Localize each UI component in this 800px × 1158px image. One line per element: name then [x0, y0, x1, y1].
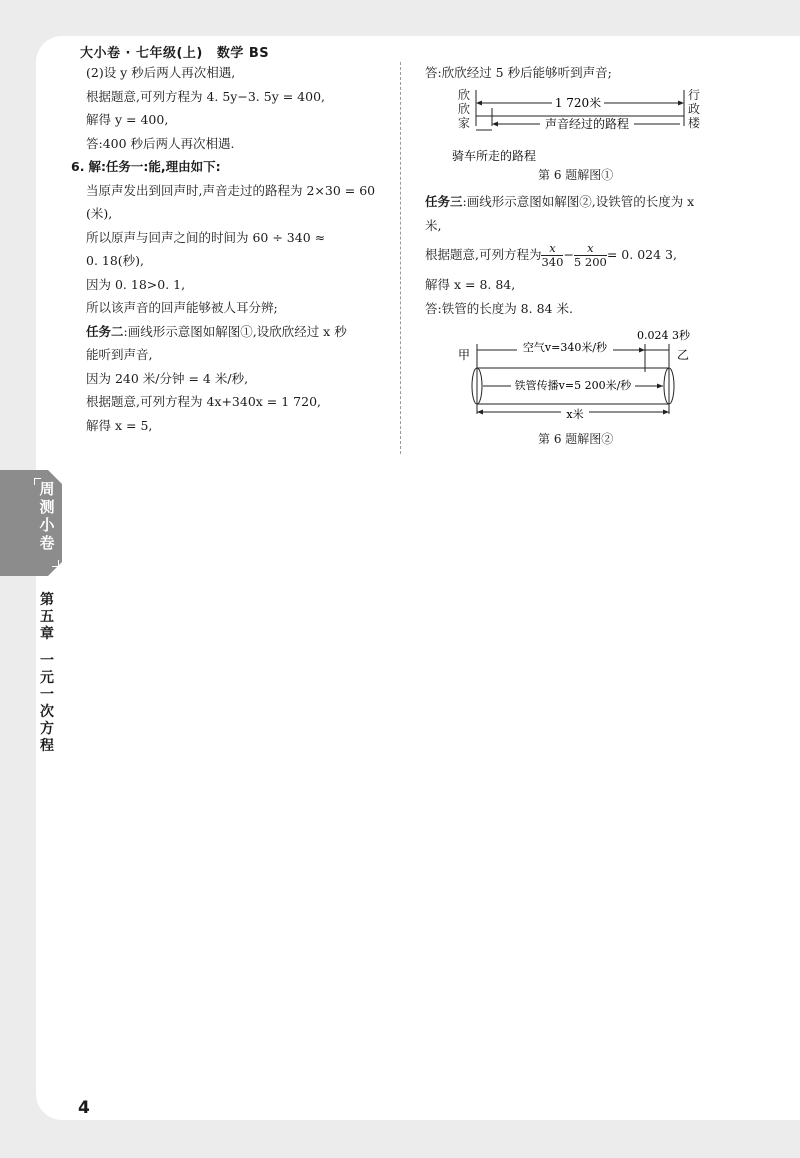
- fig1-bike-label: 骑车所走的路程: [452, 149, 537, 163]
- solution-line: 因为 240 米/分钟 = 4 米/秒,: [86, 370, 249, 386]
- solution-line: 因为 0. 18>0. 1,: [86, 276, 186, 292]
- question-6-heading: [71, 155, 392, 179]
- solution-line: 0. 18(秒),: [86, 253, 145, 268]
- fig1-left-label-2: 欣: [458, 102, 471, 116]
- fig2-right-label: 乙: [677, 348, 690, 362]
- solution-line: 能听到声音,: [86, 347, 153, 362]
- solution-line: (2)设 y 秒后两人再次相遇,: [86, 65, 236, 80]
- figure-2-diagram: [455, 326, 705, 426]
- subject-label: 数学 BS: [216, 46, 270, 61]
- fig2-air-label: 空气v=340米/秒: [522, 341, 608, 354]
- minus-sign: −: [563, 247, 574, 262]
- fraction-1-denominator: 340: [541, 255, 564, 269]
- fig1-right-label-1: 行: [688, 88, 701, 102]
- solution-line: 解得 x = 5,: [86, 417, 153, 433]
- fraction-1-numerator: x: [541, 242, 563, 256]
- book-title: 大小卷 · 七年级(上): [80, 46, 203, 61]
- fraction-1: [541, 242, 563, 269]
- solution-line: 当原声发出到回声时,声音走过的路程为 2×30 = 60: [86, 182, 376, 198]
- column-divider: [400, 62, 401, 454]
- right-column-body: [425, 190, 694, 320]
- fig2-arrow-steel: [657, 384, 663, 389]
- fig2-steel-label: 铁管传播v=5 200米/秒: [514, 379, 632, 392]
- fig2-time-label: 0.024 3秒: [637, 329, 690, 342]
- solution-line: 答:400 秒后两人再次相遇.: [86, 135, 235, 151]
- task2-line: [86, 320, 392, 344]
- fig1-right-label-3: 楼: [688, 116, 701, 130]
- fig1-arrow-right: [678, 101, 684, 106]
- solution-line: 根据题意,可列方程为 4x+340x = 1 720,: [86, 394, 322, 409]
- solution-line: 解得 y = 400,: [86, 112, 169, 127]
- fraction-2-denominator: 5 200: [573, 255, 607, 269]
- page-number: 4: [78, 1098, 90, 1118]
- task3-text: :画线形示意图如解图②,设铁管的长度为 x: [462, 194, 695, 209]
- task2-label: 任务二: [86, 323, 124, 339]
- task2-text: :画线形示意图如解图①,设欣欣经过 x 秒: [123, 323, 347, 339]
- answer-line: 答:欣欣经过 5 秒后能够听到声音;: [425, 65, 612, 80]
- fig1-distance-label: 1 720米: [554, 96, 602, 110]
- figure-2-caption: 第 6 题解图②: [538, 432, 614, 446]
- fig1-left-label-1: 欣: [458, 88, 471, 102]
- solution-line: 所以原声与回声之间的时间为 60 ÷ 340 ≈: [86, 229, 326, 245]
- fig2-left-label: 甲: [458, 348, 471, 362]
- page-header: [80, 42, 269, 61]
- fig2-arrow-length-r: [663, 410, 669, 415]
- equation-prefix: 根据题意,可列方程为: [425, 247, 542, 262]
- fig1-arrow-left: [476, 101, 482, 106]
- fig1-left-label-3: 家: [458, 116, 471, 130]
- question-number: 6.: [71, 159, 85, 174]
- task3-line: [425, 190, 694, 214]
- side-tab-label: 周 测 小 卷: [39, 480, 55, 552]
- fig1-arrow-sound: [492, 122, 498, 127]
- tab-bracket-bottom: [52, 560, 59, 567]
- right-column: [425, 61, 747, 85]
- chapter-title: 第 五 章 一 元 一 次 方 程: [40, 592, 54, 754]
- task3-label: 任务三: [425, 194, 463, 209]
- figure-1-caption: 第 6 题解图①: [538, 168, 614, 182]
- fraction-2: [574, 242, 607, 269]
- fig1-sound-label: 声音经过的路程: [544, 117, 630, 131]
- solution-line: 所以该声音的回声能够被人耳分辨;: [86, 300, 278, 315]
- answer-line: 答:铁管的长度为 8. 84 米.: [425, 300, 573, 316]
- equation-suffix: = 0. 024 3,: [606, 247, 677, 262]
- fig2-arrow-air: [639, 348, 645, 353]
- fig2-length-label: x米: [566, 408, 584, 421]
- fig1-right-label-2: 政: [688, 102, 701, 116]
- left-column: [71, 61, 392, 437]
- fraction-2-numerator: x: [574, 242, 607, 256]
- task1-heading: 解:任务一:能,理由如下:: [88, 159, 221, 174]
- task3-continued: 米,: [425, 217, 442, 233]
- figure-1-diagram: [440, 86, 710, 166]
- equation-line: [425, 239, 694, 271]
- solve-line: 解得 x = 8. 84,: [425, 277, 516, 292]
- solution-line: (米),: [86, 206, 113, 221]
- fig2-arrow-length-l: [477, 410, 483, 415]
- solution-line: 根据题意,可列方程为 4. 5y−3. 5y = 400,: [86, 88, 326, 104]
